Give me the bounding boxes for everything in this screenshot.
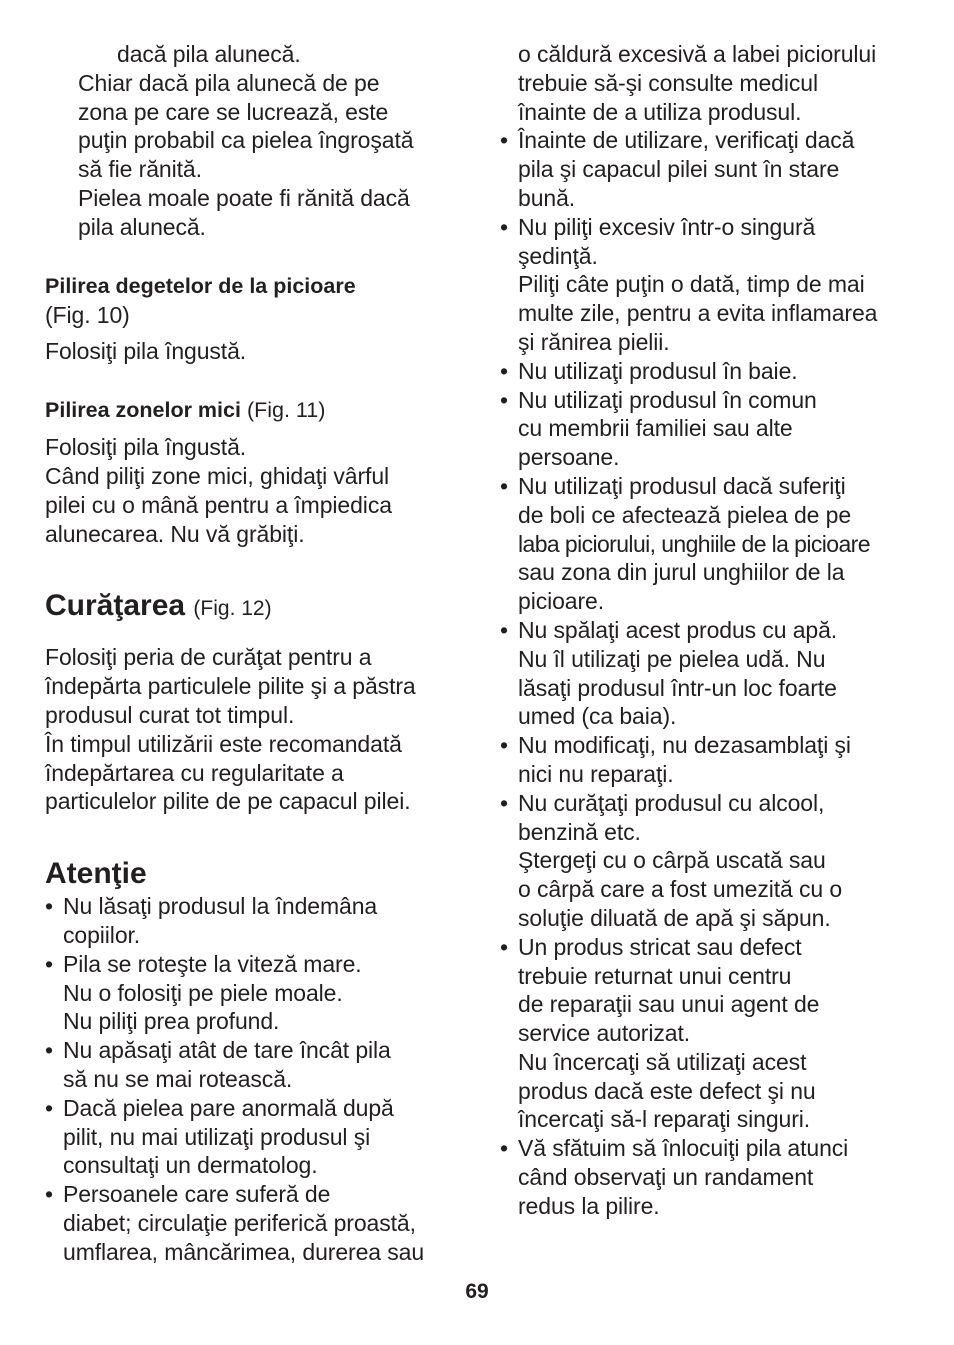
caution-title: Atenţie: [45, 857, 147, 891]
toes-fig: (Fig. 10): [45, 301, 130, 328]
list-item-line: consultaţi un dermatolog.: [63, 1152, 318, 1179]
list-item-line: când observaţi un randament: [518, 1164, 814, 1191]
intro-line: dacă pila alunecă.: [117, 41, 301, 67]
list-item-line: pilit, nu mai utilizaţi produsul şi: [63, 1123, 371, 1150]
list-item-line: redus la pilire.: [518, 1192, 660, 1219]
bullet-icon: •: [45, 1037, 54, 1064]
list-item: [45, 950, 465, 1036]
intro-line: puţin probabil ca pielea îngroşată: [78, 127, 414, 154]
list-item-line: Un produs stricat sau defect: [518, 933, 802, 960]
cleaning-title-text: Curăţarea: [45, 589, 186, 623]
caution-section: [45, 856, 465, 1266]
caution-list: [45, 892, 465, 1266]
list-item: [500, 731, 920, 789]
list-item-line: Înainte de utilizare, verificaţi dacă: [518, 127, 855, 154]
list-item-line: bună.: [518, 184, 576, 211]
list-item-line: persoane.: [518, 444, 620, 471]
bullet-icon: •: [500, 1135, 509, 1162]
list-item-line: Nu îl utilizaţi pe pielea udă. Nu: [518, 645, 826, 672]
list-item-line: Nu utilizaţi produsul în baie.: [518, 357, 798, 384]
intro-line: să fie rănită.: [78, 156, 202, 183]
cleaning-title: [45, 588, 465, 627]
continuation-paragraph: [500, 40, 920, 126]
list-item-line: Nu lăsaţi produsul la îndemâna: [63, 893, 378, 920]
small-areas-line: alunecarea. Nu vă grăbiţi.: [45, 520, 305, 547]
list-item-line: benzină etc.: [518, 818, 641, 845]
small-areas-heading-text: Pilirea zonelor mici: [45, 398, 241, 423]
toes-heading: [45, 272, 465, 301]
list-item-line: Nu încercaţi să utilizaţi acest: [518, 1048, 807, 1075]
list-item-line: multe zile, pentru a evita inflamarea: [518, 300, 878, 327]
list-item-line: Nu utilizaţi produsul dacă suferiţi: [518, 472, 846, 499]
toes-text: Folosiţi pila îngustă.: [45, 338, 247, 365]
list-item-line: diabet; circulaţie periferică proastă,: [63, 1209, 416, 1236]
list-item: [500, 1134, 920, 1220]
list-item-line: Ştergeţi cu o cârpă uscată sau: [518, 847, 826, 874]
list-item-line: umflarea, mâncărimea, durerea sau: [63, 1238, 425, 1265]
caution-list-continued: [500, 126, 920, 1220]
intro-line: Pielea moale poate fi rănită dacă: [78, 184, 410, 211]
list-item: [500, 357, 920, 386]
bullet-icon: •: [500, 616, 509, 643]
intro-paragraph: [45, 40, 465, 242]
list-item-line: laba piciorului, unghiile de la picioare: [518, 530, 870, 557]
cleaning-line: îndepărta particulele pilite şi a păstra: [45, 673, 416, 700]
list-item: [45, 1036, 465, 1094]
left-column: [45, 40, 465, 1267]
right-column: [500, 40, 920, 1221]
bullet-icon: •: [500, 127, 509, 154]
bullet-icon: •: [500, 213, 509, 240]
list-item-line: service autorizat.: [518, 1020, 691, 1047]
intro-line: zona pe care se lucrează, este: [78, 98, 389, 125]
page-number: 69: [465, 1280, 489, 1303]
list-item: [500, 616, 920, 731]
list-item-line: soluţie diluată de apă şi săpun.: [518, 904, 831, 931]
list-item-line: umed (ca baia).: [518, 703, 677, 730]
list-item-line: Dacă pielea pare anormală după: [63, 1094, 394, 1121]
intro-line: Chiar dacă pila alunecă de pe: [78, 69, 380, 96]
toes-heading-text: Pilirea degetelor de la picioare: [45, 273, 356, 298]
list-item-line: Nu modificaţi, nu dezasamblaţi şi: [518, 732, 851, 759]
list-item-line: Piliţi câte puţin o dată, timp de mai: [518, 271, 865, 298]
list-item-line: Nu curăţaţi produsul cu alcool,: [518, 789, 825, 816]
list-item-line: copiilor.: [63, 921, 141, 948]
list-item-line: o cârpă care a fost umezită cu o: [518, 876, 843, 903]
list-item-line: Persoanele care suferă de: [63, 1181, 331, 1208]
cleaning-line: În timpul utilizării este recomandată: [45, 730, 402, 757]
toes-section: [45, 272, 465, 367]
list-item-line: Nu piliţi prea profund.: [63, 1008, 280, 1035]
list-item-line: să nu se mai rotească.: [63, 1065, 293, 1092]
list-item: [45, 1180, 465, 1266]
cleaning-line: particulelor pilite de pe capacul pilei.: [45, 788, 411, 815]
bullet-icon: •: [500, 357, 509, 384]
small-areas-line: pilei cu o mână pentru a împiedica: [45, 491, 392, 518]
cleaning-line: îndepărtarea cu regularitate a: [45, 759, 344, 786]
list-item: [500, 933, 920, 1135]
small-areas-section: [45, 396, 465, 548]
bullet-icon: •: [500, 472, 509, 499]
list-item-line: şi rănirea pielii.: [518, 328, 670, 355]
bullet-icon: •: [45, 950, 54, 977]
bullet-icon: •: [45, 893, 54, 920]
bullet-icon: •: [500, 933, 509, 960]
cleaning-section: [45, 588, 465, 816]
bullet-icon: •: [500, 386, 509, 413]
continuation-line: înainte de a utiliza produsul.: [518, 98, 802, 125]
bullet-icon: •: [45, 1094, 54, 1121]
list-item: [500, 126, 920, 212]
list-item: [500, 213, 920, 357]
list-item-line: cu membrii familiei sau alte: [518, 415, 793, 442]
bullet-icon: •: [500, 789, 509, 816]
continuation-line: o căldură excesivă a labei piciorului: [518, 41, 877, 67]
list-item-line: sau zona din jurul unghiilor de la: [518, 559, 845, 586]
list-item: [45, 892, 465, 950]
list-item-line: Nu apăsaţi atât de tare încât pila: [63, 1037, 391, 1064]
bullet-icon: •: [45, 1181, 54, 1208]
list-item-line: încercaţi să-l reparaţi singuri.: [518, 1106, 811, 1133]
list-item-line: pila şi capacul pilei sunt în stare: [518, 156, 840, 183]
list-item: [500, 789, 920, 933]
list-item-line: lăsaţi produsul într-un loc foarte: [518, 674, 837, 701]
list-item-line: trebuie returnat unui centru: [518, 962, 792, 989]
list-item-line: Pila se roteşte la viteză mare.: [63, 950, 362, 977]
list-item-line: produs dacă este defect şi nu: [518, 1077, 816, 1104]
list-item-line: şedinţă.: [518, 242, 598, 269]
list-item-line: nici nu reparaţi.: [518, 760, 674, 787]
list-item: [45, 1094, 465, 1180]
list-item-line: Nu piliţi excesiv într-o singură: [518, 213, 816, 240]
small-areas-heading: [45, 396, 465, 425]
intro-line: pila alunecă.: [78, 213, 206, 240]
list-item-line: Nu spălaţi acest produs cu apă.: [518, 616, 838, 643]
list-item-line: Nu o folosiţi pe piele moale.: [63, 979, 343, 1006]
small-areas-fig: (Fig. 11): [246, 398, 326, 423]
list-item: [500, 386, 920, 472]
list-item-line: Vă sfătuim să înlocuiţi pila atunci: [518, 1135, 849, 1162]
small-areas-line: Când piliţi zone mici, ghidaţi vârful: [45, 462, 390, 489]
list-item-line: de boli ce afectează pielea de pe: [518, 501, 852, 528]
list-item: [500, 472, 920, 616]
continuation-line: trebuie să-şi consulte medicul: [518, 69, 818, 96]
cleaning-line: produsul curat tot timpul.: [45, 701, 295, 728]
list-item-line: Nu utilizaţi produsul în comun: [518, 386, 817, 413]
cleaning-fig: (Fig. 12): [193, 597, 272, 621]
small-areas-line: Folosiţi pila îngustă.: [45, 434, 247, 461]
list-item-line: de reparaţii sau unui agent de: [518, 991, 820, 1018]
bullet-icon: •: [500, 732, 509, 759]
list-item-line: picioare.: [518, 588, 605, 615]
cleaning-line: Folosiţi peria de curăţat pentru a: [45, 644, 372, 671]
